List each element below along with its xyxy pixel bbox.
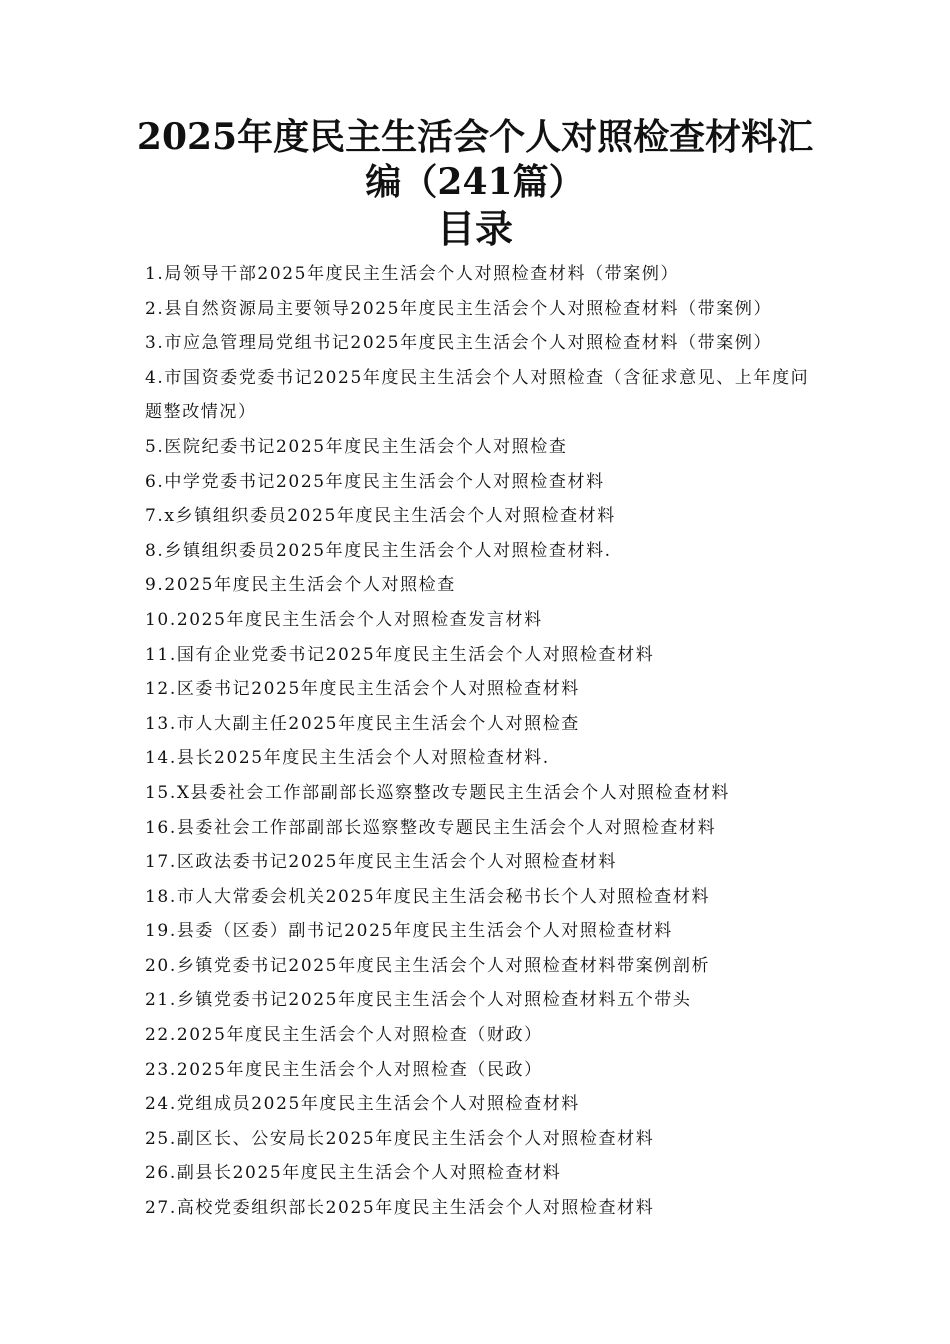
toc-item: 4.市国资委党委书记2025年度民主生活会个人对照检查（含征求意见、上年度问题整改情况）	[145, 367, 810, 423]
toc-item: 23.2025年度民主生活会个人对照检查（民政）	[145, 1059, 543, 1080]
toc-item: 18.市人大常委会机关2025年度民主生活会秘书长个人对照检查材料	[145, 886, 711, 907]
toc-item: 10.2025年度民主生活会个人对照检查发言材料	[145, 609, 543, 630]
toc-heading: 目录	[436, 206, 513, 251]
table-of-contents	[145, 257, 815, 1226]
document-title-line2: 编（241篇）	[365, 161, 585, 203]
toc-item: 20.乡镇党委书记2025年度民主生活会个人对照检查材料带案例剖析	[145, 955, 711, 976]
toc-item: 21.乡镇党委书记2025年度民主生活会个人对照检查材料五个带头	[145, 990, 692, 1011]
toc-item: 8.乡镇组织委员2025年度民主生活会个人对照检查材料.	[145, 540, 612, 561]
toc-item: 13.市人大副主任2025年度民主生活会个人对照检查	[145, 713, 580, 734]
toc-item: 16.县委社会工作部副部长巡察整改专题民主生活会个人对照检查材料	[145, 817, 717, 838]
toc-item: 17.区政法委书记2025年度民主生活会个人对照检查材料	[145, 852, 618, 873]
toc-item: 19.县委（区委）副书记2025年度民主生活会个人对照检查材料	[145, 921, 673, 942]
document-title-line1: 2025年度民主生活会个人对照检查材料汇	[136, 116, 814, 158]
toc-item: 1.局领导干部2025年度民主生活会个人对照检查材料（带案例）	[145, 264, 680, 284]
toc-item: 6.中学党委书记2025年度民主生活会个人对照检查材料	[145, 471, 605, 492]
toc-item: 24.党组成员2025年度民主生活会个人对照检查材料	[145, 1094, 580, 1115]
toc-item: 7.x乡镇组织委员2025年度民主生活会个人对照检查材料	[145, 506, 616, 527]
toc-item: 14.县长2025年度民主生活会个人对照检查材料.	[145, 748, 550, 769]
toc-item: 15.X县委社会工作部副部长巡察整改专题民主生活会个人对照检查材料	[145, 782, 730, 803]
toc-item: 2.县自然资源局主要领导2025年度民主生活会个人对照检查材料（带案例）	[145, 298, 773, 319]
toc-item: 9.2025年度民主生活会个人对照检查	[145, 575, 456, 596]
toc-item: 22.2025年度民主生活会个人对照检查（财政）	[145, 1025, 543, 1046]
toc-item: 11.国有企业党委书记2025年度民主生活会个人对照检查材料	[145, 644, 655, 665]
toc-item: 27.高校党委组织部长2025年度民主生活会个人对照检查材料	[145, 1198, 655, 1219]
toc-item: 26.副县长2025年度民主生活会个人对照检查材料	[145, 1163, 562, 1184]
toc-item: 5.医院纪委书记2025年度民主生活会个人对照检查	[145, 436, 568, 457]
toc-item: 12.区委书记2025年度民主生活会个人对照检查材料	[145, 679, 580, 700]
toc-item: 3.市应急管理局党组书记2025年度民主生活会个人对照检查材料（带案例）	[145, 333, 773, 354]
toc-item: 25.副区长、公安局长2025年度民主生活会个人对照检查材料	[145, 1128, 655, 1149]
